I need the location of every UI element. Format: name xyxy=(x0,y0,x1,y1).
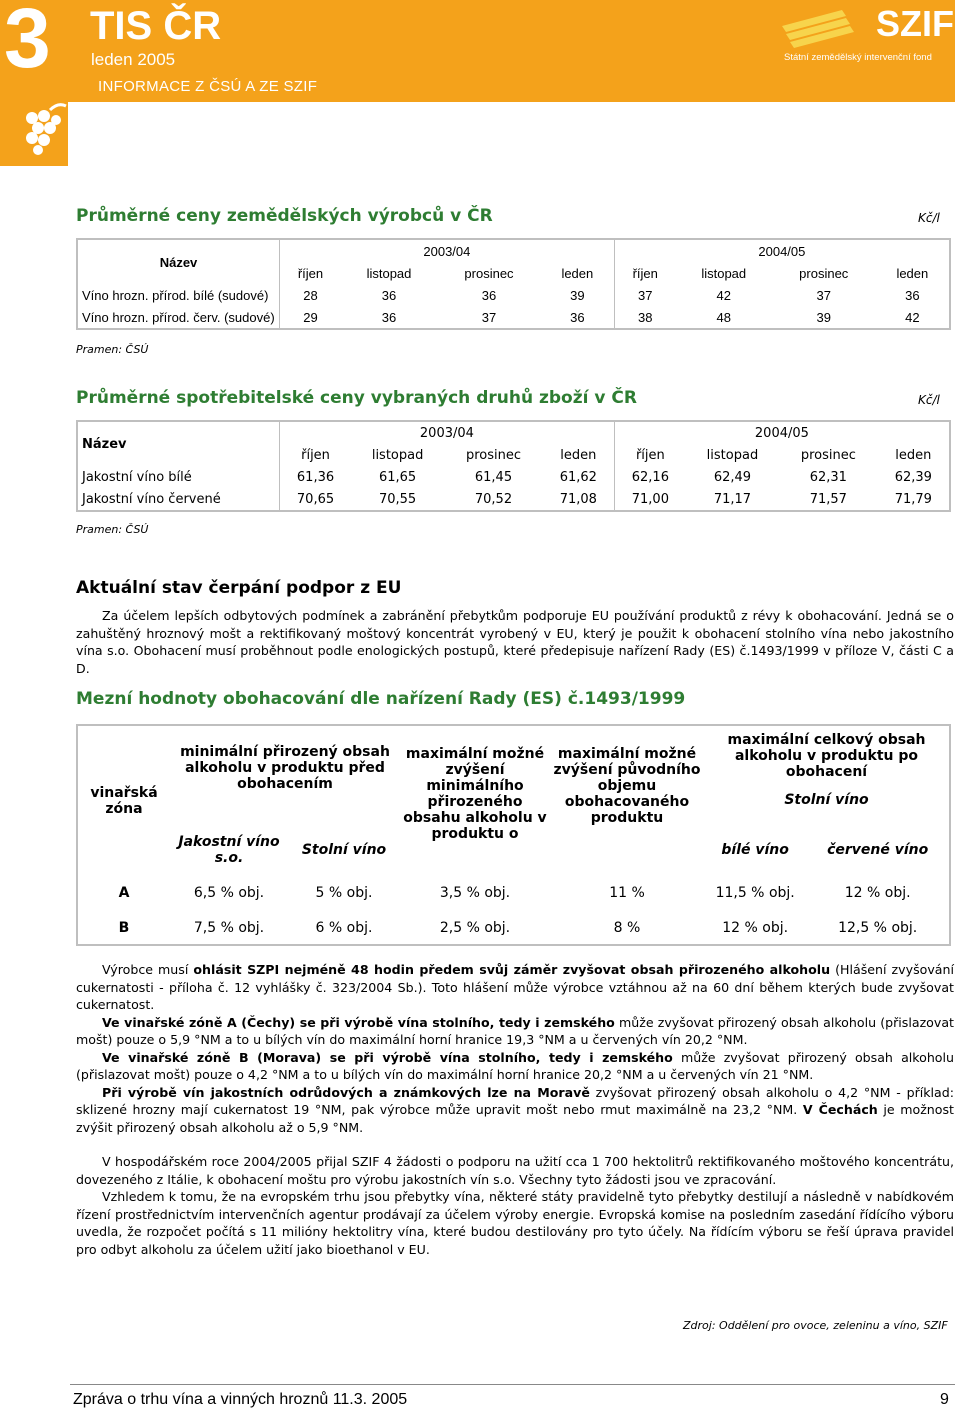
month-header: listopad xyxy=(706,447,759,463)
month-header: říjen xyxy=(614,262,675,284)
paragraph xyxy=(76,1014,954,1049)
paragraph: V hospodářském roce 2004/2005 přijal SZIF 4 žádosti o podporu na užití cca 1 700 hektolitrů rektifikovaného moštového koncentrátu, dovezeného z Itálie, k obohacení moštu pro výrobu jakostních vín s.o. Všechny tyto žádosti jsou ve zpracování. xyxy=(76,1154,954,1187)
cell: 70,52 xyxy=(474,491,513,507)
col-name-header: Název xyxy=(82,436,127,452)
body-text xyxy=(76,961,954,1258)
cell: 36 xyxy=(905,287,920,303)
cell: 39 xyxy=(570,287,585,303)
issue-number: 3 xyxy=(4,0,49,85)
red-wine-header: červené víno xyxy=(827,842,929,858)
zone-cell: B xyxy=(118,919,130,936)
credit: Zdroj: Oddělení pro ovoce, zeleninu a víno, SZIF xyxy=(683,1319,948,1332)
cell: 12,5 % obj. xyxy=(838,919,918,936)
month-header: listopad xyxy=(371,447,424,463)
year2-header: 2004/05 xyxy=(614,239,950,262)
cell: 62,39 xyxy=(894,469,932,485)
cell: 37 xyxy=(816,287,831,303)
cell: 71,00 xyxy=(614,488,686,511)
section2-unit: Kč/l xyxy=(918,393,940,407)
cell: 29 xyxy=(280,306,341,329)
paragraph xyxy=(76,1049,954,1084)
max-total-label: maximální celkový obsah alkoholu v produktu po obohacení xyxy=(727,732,926,780)
cell: 28 xyxy=(280,284,341,306)
cell: 11,5 % obj. xyxy=(715,885,795,901)
text: může zvyšovat přirozený obsah alkoholu (přislazovat mošt) pouze o 4,2 °NM a to u bílých vín do maximální horní hranice 20,2 °NM a u červených vín 21 °NM. xyxy=(76,1049,954,1082)
row-label: Víno hrozn. přírod. červ. (sudové) xyxy=(82,309,275,325)
section2-title: Průměrné spotřebitelské ceny vybraných druhů zboží v ČR xyxy=(76,388,637,408)
cell: 62,31 xyxy=(809,469,847,485)
table-wine-header: Stolní víno xyxy=(301,842,387,858)
month-header: leden xyxy=(560,447,597,463)
month-header: prosinec xyxy=(464,265,514,281)
quality-wine-header: Jakostní víno s.o. xyxy=(178,834,280,866)
max-total-header xyxy=(704,725,950,825)
table-row xyxy=(77,466,950,488)
logo-subtext: Státní zemědělský intervenční fond xyxy=(784,52,932,63)
month-header: říjen xyxy=(614,444,686,466)
zone-header: vinařská zóna xyxy=(90,784,158,817)
section1-source: Pramen: ČSÚ xyxy=(76,343,149,356)
text: (Hlášení zvyšování cukernatosti - příloha č. 12 vyhlášky č. 323/2004 Sb.). Toto hlášení může výrobce vztáhnou až na 60 dní během kterých bude zvyšovat cukernatost. xyxy=(76,962,954,1012)
row-label: Jakostní víno bílé xyxy=(82,469,192,485)
cell: 36 xyxy=(570,309,585,325)
section2-source: Pramen: ČSÚ xyxy=(76,523,149,536)
text: zvyšovat přirozený obsah alkoholu o 4,2 °NM - příklad: sklizené hrozny mají cukernatost 19 °NM, pak výrobce může upravit mošt nebo rmut maximálně na 23,2 °NM. xyxy=(76,1084,954,1117)
cell: 38 xyxy=(614,306,675,329)
month-header: prosinec xyxy=(799,265,849,281)
year1-header: 2003/04 xyxy=(280,239,615,262)
cell: 37 xyxy=(481,309,497,325)
month-header: leden xyxy=(895,447,932,463)
cell: 12 % obj. xyxy=(722,919,789,936)
bold-text: Ve vinařské zóně B (Morava) se při výrobě vína stolního, tedy i zemského xyxy=(102,1049,673,1065)
cell: 71,57 xyxy=(809,491,847,507)
row-label: Víno hrozn. přírod. bílé (sudové) xyxy=(82,287,269,303)
cell: 71,17 xyxy=(713,491,752,507)
paragraph xyxy=(76,1084,954,1137)
bold-text: ohlásit SZPI nejméně 48 hodin předem svůj záměr zvyšovat obsah přirozeného alkoholu xyxy=(193,962,831,977)
cell: 7,5 % obj. xyxy=(193,919,265,936)
bold-text: V Čechách xyxy=(802,1102,878,1117)
section3-title: Aktuální stav čerpání podpor z EU xyxy=(76,578,402,598)
month-header: listopad xyxy=(366,265,412,281)
section4-title: Mezní hodnoty obohacování dle nařízení Rady (ES) č.1493/1999 xyxy=(76,689,686,709)
cell: 61,45 xyxy=(474,469,513,485)
month-header: listopad xyxy=(701,265,747,281)
cell: 39 xyxy=(816,309,831,325)
cell: 8 % xyxy=(613,919,641,936)
paragraph: Vzhledem k tomu, že na evropském trhu jsou přebytky vína, některé státy pravidelně tyto přebytky destilují a následně v nabídkovém řízení prostřednictvím intervenčních agentur prodávají za účelem výroby energie. Evropská komise na posledním zasedání řídícího výboru uvedla, že rozpočet počítá s 11 milióny hektolitry vína, které budou destilovány pro tyto účely. Na řídícím výboru se řeší úprava pravidel pro odbyt alkoholu za účelem užití jako bioethanol v EU. xyxy=(76,1189,954,1257)
section3-paragraph: Za účelem lepších odbytových podmínek a zabránění přebytkům podporuje EU používání produktů z révy k obohacování. Jedná se o zahuštěný hroznový mošt a rektifikovaný moštový koncentrát vyrobený v EU, který je použit k obohacení stolního vína nebo jakostního vína s.o. Obohacení musí proběhnout podle enologických postupů, které předepisuje nařízení Rady (ES) č.1493/1999 v příloze V, části C a D. xyxy=(76,608,954,676)
cell: 61,62 xyxy=(559,469,597,485)
cell: 6 % obj. xyxy=(315,919,373,936)
footer-text: Zpráva o trhu vína a vinných hroznů 11.3. 2005 xyxy=(73,1391,408,1408)
cell: 71,08 xyxy=(559,491,597,507)
cell: 37 xyxy=(614,284,675,306)
cell: 62,49 xyxy=(713,469,752,485)
cell: 61,36 xyxy=(280,466,352,488)
cell: 62,16 xyxy=(614,466,686,488)
white-wine-header: bílé víno xyxy=(721,842,789,858)
month-header: leden xyxy=(561,265,594,281)
zone-cell: A xyxy=(118,885,130,901)
bold-text: Ve vinařské zóně A (Čechy) se při výrobě vína stolního, tedy i zemského xyxy=(102,1014,615,1030)
header-title: TIS ČR xyxy=(90,4,222,48)
cell: 61,65 xyxy=(378,469,417,485)
szif-logo xyxy=(782,3,955,68)
month-header: říjen xyxy=(280,262,341,284)
month-header: říjen xyxy=(280,444,352,466)
year2-header: 2004/05 xyxy=(614,421,950,444)
header-date: leden 2005 xyxy=(91,50,176,69)
section1-title: Průměrné ceny zemědělských výrobců v ČR xyxy=(76,206,493,226)
cell: 36 xyxy=(481,287,497,303)
grapes-icon xyxy=(10,98,70,164)
bold-text: Při výrobě vín jakostních odrůdových a známkových lze na Moravě xyxy=(102,1084,590,1100)
enrichment-limits-table xyxy=(76,724,951,946)
text: Výrobce musí xyxy=(102,962,194,977)
col-name-header: Název xyxy=(159,254,198,270)
cell: 11 % xyxy=(609,885,645,901)
table-row xyxy=(77,306,950,329)
year1-header: 2003/04 xyxy=(280,421,615,444)
producer-prices-table xyxy=(76,238,951,330)
max-volume-header: maximální možné zvýšení původního objemu obohacovaného produktu xyxy=(553,746,701,826)
consumer-prices-table xyxy=(76,420,951,512)
cell: 70,65 xyxy=(280,488,352,511)
table-row xyxy=(77,911,950,945)
cell: 36 xyxy=(381,287,397,303)
logo-text: SZIF xyxy=(876,3,954,44)
table-row xyxy=(77,284,950,306)
table-row xyxy=(77,875,950,911)
cell: 70,55 xyxy=(378,491,417,507)
row-label: Jakostní víno červené xyxy=(82,491,221,507)
cell: 12 % obj. xyxy=(844,885,911,901)
cell: 48 xyxy=(716,309,731,325)
cell: 2,5 % obj. xyxy=(439,919,511,936)
month-header: prosinec xyxy=(465,447,522,463)
month-header: leden xyxy=(896,265,929,281)
cell: 6,5 % obj. xyxy=(193,885,265,901)
text: je možnost zvýšit přirozený obsah alkoholu až o 5,9 °NM. xyxy=(76,1102,954,1135)
table-wine-label: Stolní víno xyxy=(784,792,869,808)
cell: 42 xyxy=(716,287,731,303)
header-subtitle: INFORMACE Z ČSÚ A ZE SZIF xyxy=(98,78,318,95)
max-increase-header: maximální možné zvýšení minimálního přirozeného obsahu alkoholu v produktu o xyxy=(403,746,547,842)
footer-rule xyxy=(70,1384,955,1385)
month-header: prosinec xyxy=(800,447,856,463)
cell: 42 xyxy=(905,309,920,325)
section1-unit: Kč/l xyxy=(918,211,940,225)
text: může zvyšovat přirozený obsah alkoholu (přislazovat mošt) pouze o 5,9 °NM a to u bílých vín do maximální horní hranice 19,3 °NM a u červených vín 20,2 °NM. xyxy=(76,1014,954,1047)
cell: 36 xyxy=(381,309,397,325)
cell: 71,79 xyxy=(894,491,932,507)
paragraph xyxy=(76,961,954,1014)
cell: 5 % obj. xyxy=(315,885,373,901)
min-alcohol-header: minimální přirozený obsah alkoholu v produktu před obohacením xyxy=(180,744,390,792)
cell: 3,5 % obj. xyxy=(439,885,511,901)
table-row xyxy=(77,488,950,511)
page-number: 9 xyxy=(940,1391,949,1408)
